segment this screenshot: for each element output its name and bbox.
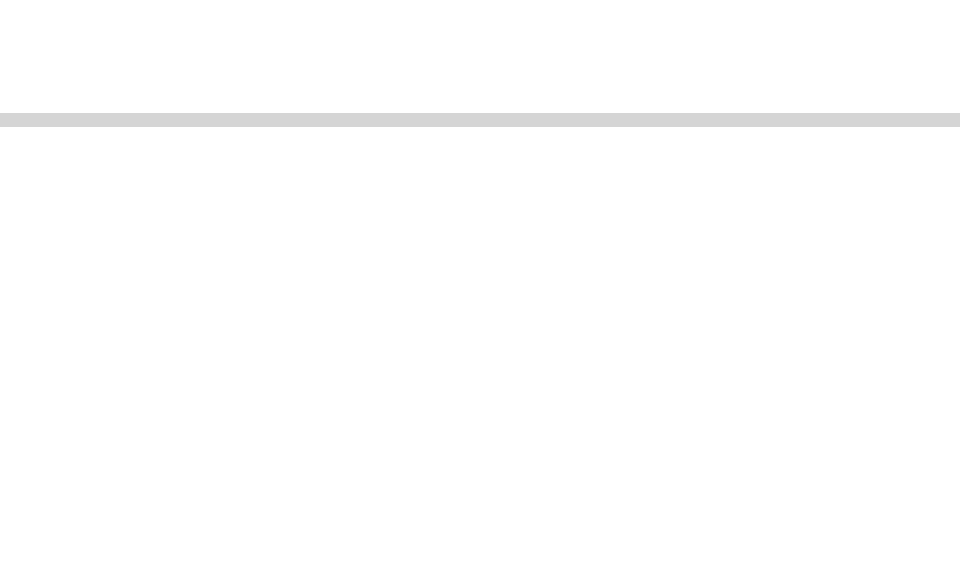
changes-heading — [0, 113, 960, 127]
